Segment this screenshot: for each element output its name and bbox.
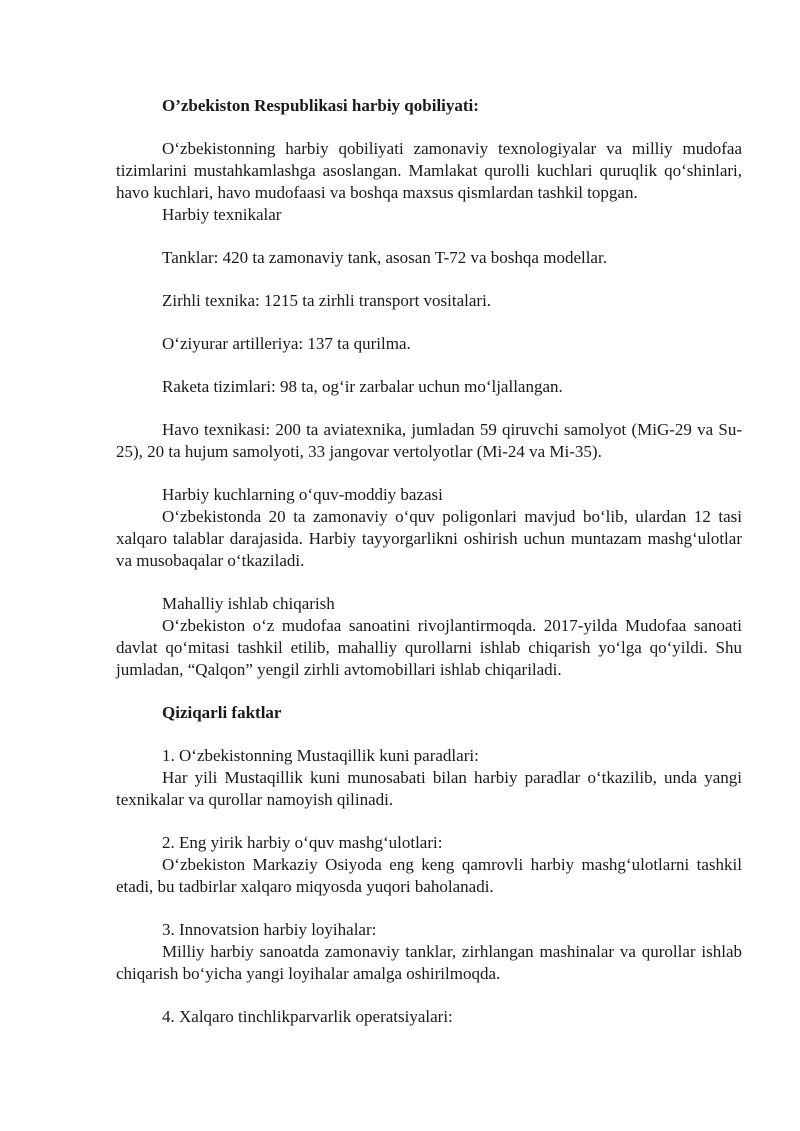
- training-heading: Harbiy kuchlarning o‘quv-moddiy bazasi: [162, 485, 443, 504]
- rockets-paragraph: Raketa tizimlari: 98 ta, og‘ir zarbalar uchun mo‘ljallangan.: [162, 377, 563, 396]
- fact2-title: 2. Eng yirik harbiy o‘quv mashg‘ulotlari:: [162, 833, 443, 852]
- fact4-title: 4. Xalqaro tinchlikparvarlik operatsiyalari:: [162, 1007, 453, 1026]
- tanks-paragraph: Tanklar: 420 ta zamonaviy tank, asosan T-72 va boshqa modellar.: [162, 248, 607, 267]
- fact3-title: 3. Innovatsion harbiy loyihalar:: [162, 920, 377, 939]
- artillery-paragraph: O‘ziyurar artilleriya: 137 ta qurilma.: [162, 334, 411, 353]
- fact3-paragraph: Milliy harbiy sanoatda zamonaviy tanklar, zirhlangan mashinalar va qurollar ishlab chiqarish bo‘yicha yangi loyihalar amalga oshirilmoqda.: [116, 942, 742, 983]
- facts-heading: Qiziqarli faktlar: [162, 703, 282, 722]
- production-paragraph: O‘zbekiston o‘z mudofaa sanoatini rivojlantirmoqda. 2017-yilda Mudofaa sanoati davlat qo‘mitasi tashkil etilib, mahalliy qurollarni ishlab chiqarish yo‘lga qo‘yildi. Shu jumladan, “Qalqon” yengil zirhli avtomobillari ishlab chiqariladi.: [116, 616, 742, 679]
- fact2-paragraph: O‘zbekiston Markaziy Osiyoda eng keng qamrovli harbiy mashg‘ulotlarni tashkil etadi, bu tadbirlar xalqaro miqyosda yuqori baholanadi.: [116, 855, 742, 896]
- document-page: [116, 95, 742, 1028]
- training-paragraph: O‘zbekistonda 20 ta zamonaviy o‘quv poligonlari mavjud bo‘lib, ulardan 12 tasi xalqaro talablar darajasida. Harbiy tayyorgarlikni oshirish uchun muntazam mashg‘ulotlar va musobaqalar o‘tkaziladi.: [116, 507, 742, 570]
- fact1-paragraph: Har yili Mustaqillik kuni munosabati bilan harbiy paradlar o‘tkazilib, unda yangi texnikalar va qurollar namoyish qilinadi.: [116, 768, 742, 809]
- intro-paragraph: O‘zbekistonning harbiy qobiliyati zamonaviy texnologiyalar va milliy mudofaa tizimlarini mustahkamlashga asoslangan. Mamlakat qurolli kuchlari quruqlik qo‘shinlari, havo kuchlari, havo mudofaasi va boshqa maxsus qismlardan tashkil topgan.: [116, 139, 742, 202]
- production-heading: Mahalliy ishlab chiqarish: [162, 594, 335, 613]
- fact1-title: 1. O‘zbekistonning Mustaqillik kuni paradlari:: [162, 746, 479, 765]
- armored-paragraph: Zirhli texnika: 1215 ta zirhli transport vositalari.: [162, 291, 492, 310]
- document-title: O’zbekiston Respublikasi harbiy qobiliyati:: [162, 96, 479, 115]
- equipment-heading: Harbiy texnikalar: [162, 205, 282, 224]
- aviation-paragraph: Havo texnikasi: 200 ta aviatexnika, jumladan 59 qiruvchi samolyot (MiG-29 va Su-25), 20 ta hujum samolyoti, 33 jangovar vertolyotlar (Mi-24 va Mi-35).: [116, 420, 742, 461]
